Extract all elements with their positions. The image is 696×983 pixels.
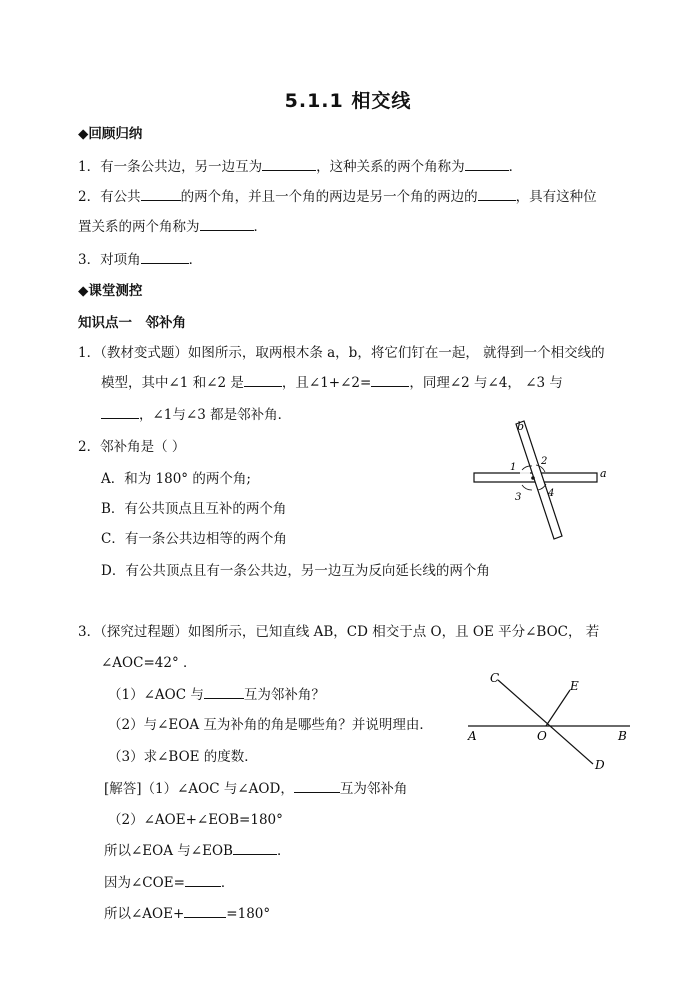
blank — [294, 780, 340, 793]
q1-text-a: 1．有一条公共边，另一边互为 — [78, 159, 263, 175]
label-a: a — [600, 467, 607, 480]
section-heading-practice: ◆课堂测控 — [78, 283, 143, 299]
q3-text-b: ． — [188, 252, 203, 268]
ans1-text-a: [解答]（1）∠AOC 与∠AOD， — [104, 781, 294, 797]
option-a: A．和为 180° 的两个角; — [101, 471, 251, 487]
label-4: 4 — [548, 488, 555, 499]
option-b: B．有公共顶点且互补的两个角 — [101, 501, 287, 517]
ans3-text-b: ． — [276, 843, 291, 859]
question-2 — [78, 188, 597, 206]
blank — [200, 218, 254, 231]
answer-4 — [104, 874, 234, 892]
option-c: C．有一条公共边相等的两个角 — [101, 531, 287, 547]
q2-text-d: 置关系的两个角称为 — [78, 219, 200, 235]
figure-crossed-sticks — [470, 418, 610, 543]
q2-text-b: 的两个角，并且一个角的两边是另一个角的两边的 — [180, 189, 478, 205]
figure-intersecting-lines — [460, 668, 640, 778]
label-a: A — [468, 729, 477, 743]
nail-point — [531, 476, 535, 480]
answer-3 — [104, 842, 290, 860]
blank — [262, 158, 316, 171]
blank — [101, 406, 139, 419]
q3-text-a: 3．对项角 — [78, 252, 141, 268]
practice-1-line-2 — [101, 374, 563, 392]
section-heading-review: ◆回顾归纳 — [78, 126, 143, 142]
label-d: D — [595, 758, 605, 772]
practice-1-line-3 — [101, 406, 291, 424]
label-o: O — [537, 729, 547, 743]
blank — [244, 374, 282, 387]
answer-1 — [104, 780, 407, 798]
q1-text-c: ． — [508, 159, 523, 175]
ans3-text-a: 所以∠EOA 与∠EOB — [104, 843, 233, 859]
angle-3-arc — [522, 485, 532, 490]
answer-5 — [104, 905, 270, 923]
ans5-text-a: 所以∠AOE+ — [104, 906, 185, 922]
ans1-text-b: 互为邻补角 — [339, 781, 408, 797]
ans4-text-a: 因为∠COE= — [104, 875, 185, 891]
ans4-text-b: ． — [220, 875, 235, 891]
label-c: C — [490, 671, 500, 685]
practice-1-line-1: 1．（教材变式题）如图所示，取两根木条 a，b，将它们钉在一起， 就得到一个相交线的 — [78, 345, 605, 361]
blank — [184, 905, 226, 918]
q2-text-e: ． — [253, 219, 267, 235]
blank — [204, 686, 244, 699]
blank — [233, 842, 277, 855]
blank — [141, 251, 189, 264]
blank — [478, 188, 516, 201]
p1-text-d: ，同理∠2 与∠4， ∠3 与 — [409, 375, 563, 391]
question-3 — [78, 251, 202, 269]
knowledge-point-1: 知识点一 邻补角 — [78, 315, 186, 331]
blank — [465, 158, 509, 171]
question-1 — [78, 158, 522, 176]
blank — [371, 374, 409, 387]
practice-3-sub-3: （3）求∠BOE 的度数． — [108, 749, 258, 765]
option-d: D．有公共顶点且有一条公共边，另一边互为反向延长线的两个角 — [101, 563, 490, 579]
page-title: 5.1.1 相交线 — [284, 90, 412, 112]
answer-2: （2）∠AOE+∠EOB=180° — [108, 812, 283, 828]
practice-3-line-1: 3．（探究过程题）如图所示，已知直线 AB，CD 相交于点 O，且 OE 平分∠BOC， 若 — [78, 624, 600, 640]
p3-s1-text-b: 互为邻补角？ — [243, 687, 325, 703]
label-3: 3 — [515, 492, 522, 503]
p1-text-b: 模型，其中∠1 和∠2 是 — [101, 375, 244, 391]
practice-3-sub-1 — [108, 686, 325, 704]
ray-oe — [546, 690, 570, 726]
label-b: B — [618, 729, 627, 743]
blank — [185, 874, 221, 887]
practice-3-sub-2: （2）与∠EOA 互为补角的角是哪些角？并说明理由． — [108, 717, 433, 733]
blank — [141, 188, 181, 201]
label-b: b — [517, 420, 525, 433]
q1-text-b: ，这种关系的两个角称为 — [316, 159, 465, 175]
question-2-cont — [78, 218, 267, 236]
p3-s1-text-a: （1）∠AOC 与 — [108, 687, 204, 703]
q2-text-a: 2．有公共 — [78, 189, 141, 205]
label-2: 2 — [541, 456, 548, 467]
label-1: 1 — [510, 462, 517, 473]
p1-text-c: ，且∠1+∠2= — [281, 375, 372, 391]
p1-text-e: ，∠1与∠3 都是邻补角． — [139, 407, 292, 423]
practice-3-line-2: ∠AOC=42° ． — [101, 655, 197, 671]
practice-2-stem: 2．邻补角是（ ） — [78, 439, 186, 455]
q2-text-c: ，具有这种位 — [515, 189, 597, 205]
ans5-text-b: =180° — [226, 906, 271, 922]
label-e: E — [570, 679, 579, 693]
